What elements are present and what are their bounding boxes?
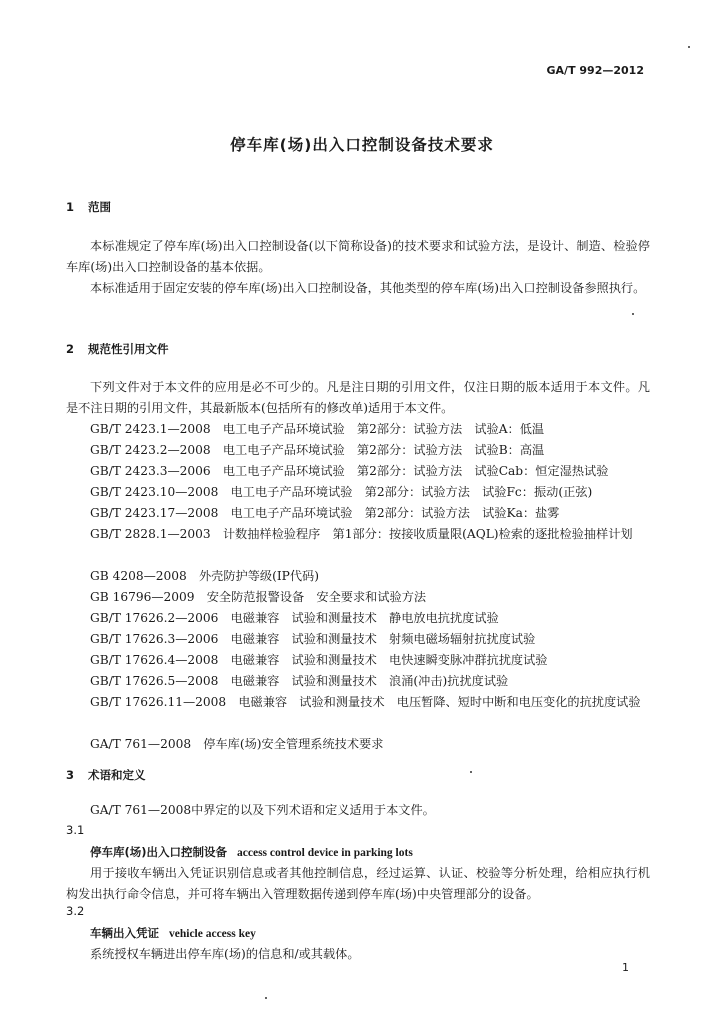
reference-item: GB/T 2423.3—2006 电工电子产品环境试验 第2部分：试验方法 试验Cab：恒定湿热试验 (90, 464, 609, 478)
section-3-intro: GA/T 761—2008中界定的以及下列术语和定义适用于本文件。 (90, 803, 435, 817)
reference-item: GB/T 17626.4—2008 电磁兼容 试验和测量技术 电快速瞬变脉冲群抗扰度试验 (90, 653, 548, 667)
term-number: 3.1 (66, 823, 85, 837)
reference-item: GB/T 17626.2—2006 电磁兼容 试验和测量技术 静电放电抗扰度试验 (90, 611, 499, 625)
section-title: 范围 (88, 200, 111, 214)
reference-item: GB/T 2423.1—2008 电工电子产品环境试验 第2部分：试验方法 试验A：低温 (90, 422, 545, 436)
section-2-heading (66, 341, 169, 357)
reference-item: GB 4208—2008 外壳防护等级(IP代码) (90, 569, 319, 583)
standard-number: GA/T 992—2012 (546, 64, 644, 77)
reference-item: GB/T 17626.3—2006 电磁兼容 试验和测量技术 射频电磁场辐射抗扰度试验 (90, 632, 536, 646)
scan-speck (470, 771, 472, 773)
term-english: access control device in parking lots (237, 847, 413, 859)
term-definition: 系统授权车辆进出停车库(场)的信息和/或其载体。 (90, 947, 360, 961)
reference-item: GB/T 2423.2—2008 电工电子产品环境试验 第2部分：试验方法 试验B：高温 (90, 443, 545, 457)
term-chinese: 停车库(场)出入口控制设备 (90, 845, 228, 859)
section-number: 3 (66, 768, 75, 782)
scan-speck (632, 313, 634, 315)
section-1-paragraph-1: 本标准规定了停车库(场)出入口控制设备(以下简称设备)的技术要求和试验方法，是设计、制造、检验停车库(场)出入口控制设备的基本依据。 (66, 239, 650, 274)
scan-speck (265, 997, 267, 999)
section-1-heading (66, 199, 111, 215)
section-number: 2 (66, 342, 75, 356)
scan-speck (688, 46, 690, 48)
reference-item: GB 16796—2009 安全防范报警设备 安全要求和试验方法 (90, 590, 427, 604)
reference-item: GB/T 17626.5—2008 电磁兼容 试验和测量技术 浪涌(冲击)抗扰度试验 (90, 674, 509, 688)
term-heading (90, 844, 413, 860)
section-1-paragraph-2: 本标准适用于固定安装的停车库(场)出入口控制设备，其他类型的停车库(场)出入口控制设备参照执行。 (90, 281, 646, 295)
section-title: 规范性引用文件 (88, 342, 169, 356)
section-2-intro: 下列文件对于本文件的应用是必不可少的。凡是注日期的引用文件，仅注日期的版本适用于本文件。凡是不注日期的引用文件，其最新版本(包括所有的修改单)适用于本文件。 (66, 380, 650, 415)
term-chinese: 车辆出入凭证 (90, 926, 159, 940)
reference-item: GB/T 2423.10—2008 电工电子产品环境试验 第2部分：试验方法 试验Fc：振动(正弦) (90, 485, 593, 499)
term-heading (90, 925, 256, 941)
page-number: 1 (622, 961, 629, 974)
section-number: 1 (66, 200, 75, 214)
reference-item: GB/T 2828.1—2003 计数抽样检验程序 第1部分：按接收质量限(AQL)检索的逐批检验抽样计划 (90, 527, 633, 541)
reference-item: GA/T 761—2008 停车库(场)安全管理系统技术要求 (90, 737, 384, 751)
term-english: vehicle access key (169, 928, 256, 940)
term-number: 3.2 (66, 904, 85, 918)
term-definition: 用于接收车辆出入凭证识别信息或者其他控制信息，经过运算、认证、校验等分析处理，给相应执行机构发出执行命令信息，并可将车辆出入管理数据传递到停车库(场)中央管理部分的设备。 (66, 866, 650, 901)
reference-item: GB/T 17626.11—2008 电磁兼容 试验和测量技术 电压暂降、短时中断和电压变化的抗扰度试验 (90, 695, 641, 709)
section-title: 术语和定义 (88, 768, 146, 782)
reference-item: GB/T 2423.17—2008 电工电子产品环境试验 第2部分：试验方法 试验Ka：盐雾 (90, 506, 560, 520)
document-title: 停车库(场)出入口控制设备技术要求 (230, 136, 494, 154)
section-3-heading (66, 767, 146, 783)
